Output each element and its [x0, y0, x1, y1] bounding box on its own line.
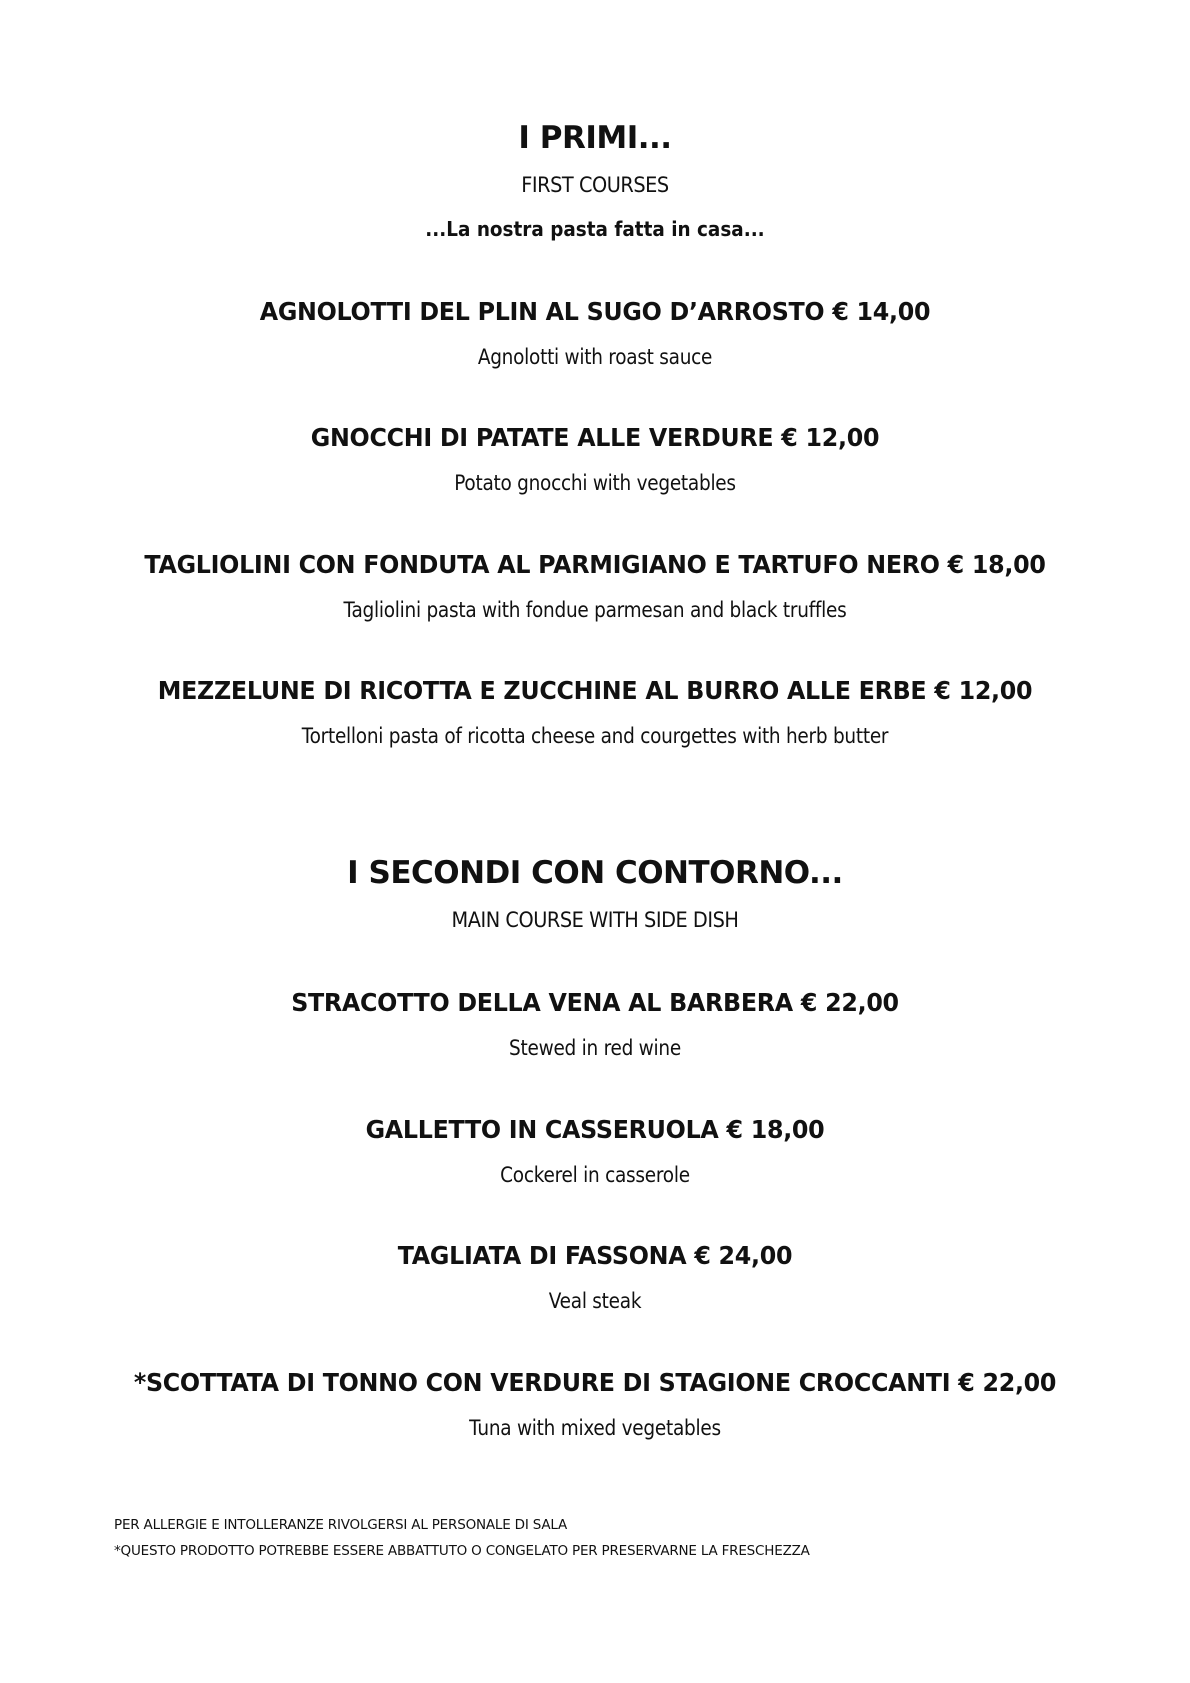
dish-description: Tagliolini pasta with fondue parmesan and black truffles — [343, 598, 847, 622]
dish-description: Potato gnocchi with vegetables — [454, 471, 736, 495]
dish-name: STRACOTTO DELLA VENA AL BARBERA € 22,00 — [291, 988, 899, 1017]
dish-name: TAGLIATA DI FASSONA € 24,00 — [397, 1241, 793, 1270]
dish-description: Veal steak — [548, 1289, 642, 1313]
dish-name: TAGLIOLINI CON FONDUTA AL PARMIGIANO E TARTUFO NERO € 18,00 — [144, 550, 1046, 579]
primi-subtitle: FIRST COURSES — [521, 173, 669, 197]
dish-description: Stewed in red wine — [509, 1036, 681, 1060]
secondi-subtitle: MAIN COURSE WITH SIDE DISH — [451, 908, 739, 932]
dish-description: Tuna with mixed vegetables — [469, 1416, 721, 1440]
dish-name: GNOCCHI DI PATATE ALLE VERDURE € 12,00 — [310, 423, 880, 452]
primi-tagline: ...La nostra pasta fatta in casa... — [425, 217, 765, 241]
dish-name: MEZZELUNE DI RICOTTA E ZUCCHINE AL BURRO ALLE ERBE € 12,00 — [157, 676, 1033, 705]
dish-name: GALLETTO IN CASSERUOLA € 18,00 — [365, 1115, 825, 1144]
dish-description: Tortelloni pasta of ricotta cheese and courgettes with herb butter — [301, 724, 889, 748]
primi-title: I PRIMI... — [518, 120, 672, 156]
secondi-title: I SECONDI CON CONTORNO... — [347, 855, 843, 891]
dish-description: Cockerel in casserole — [500, 1163, 690, 1187]
dish-description: Agnolotti with roast sauce — [477, 345, 713, 369]
dish-name: *SCOTTATA DI TONNO CON VERDURE DI STAGIONE CROCCANTI € 22,00 — [133, 1368, 1057, 1397]
frozen-product-note: *QUESTO PRODOTTO POTREBBE ESSERE ABBATTUTO O CONGELATO PER PRESERVARNE LA FRESCHEZZA — [114, 1543, 810, 1559]
allergy-note: PER ALLERGIE E INTOLLERANZE RIVOLGERSI AL PERSONALE DI SALA — [114, 1517, 568, 1533]
dish-name: AGNOLOTTI DEL PLIN AL SUGO D’ARROSTO € 14,00 — [259, 297, 931, 326]
